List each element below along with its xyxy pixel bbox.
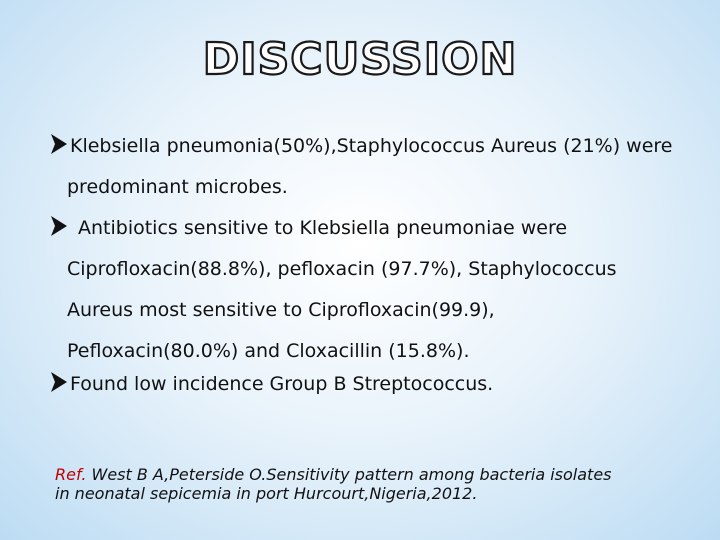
- bullet-text: Klebsiella pneumonia(50%),Staphylococcus Aureus (21%) were: [70, 135, 673, 157]
- arrow-right-icon: [50, 371, 68, 393]
- bullet-text: Ciprofloxacin(88.8%), pefloxacin (97.7%), Staphylococcus: [67, 258, 617, 280]
- slide-title: DISCUSSION: [202, 34, 518, 85]
- bullet-item: [50, 364, 493, 405]
- bullet-text: Pefloxacin(80.0%) and Cloxacillin (15.8%).: [67, 340, 470, 362]
- bullet-text: Aureus most sensitive to Ciprofloxacin(99.9),: [67, 299, 495, 321]
- arrow-right-icon: [50, 133, 68, 155]
- reference-text: West B A,Peterside O.Sensitivity pattern among bacteria isolates: [91, 465, 612, 484]
- bullet-text: Antibiotics sensitive to Klebsiella pneumoniae were: [78, 217, 568, 239]
- reference-label: Ref.: [55, 465, 87, 484]
- arrow-right-icon: [50, 215, 68, 237]
- reference-note: [55, 465, 695, 503]
- bullet-item: [50, 208, 617, 372]
- bullet-text: predominant microbes.: [67, 176, 288, 198]
- bullet-text: Found low incidence Group B Streptococcus.: [70, 373, 494, 395]
- reference-text: in neonatal sepicemia in port Hurcourt,Nigeria,2012.: [55, 484, 478, 503]
- bullet-item: [50, 126, 672, 208]
